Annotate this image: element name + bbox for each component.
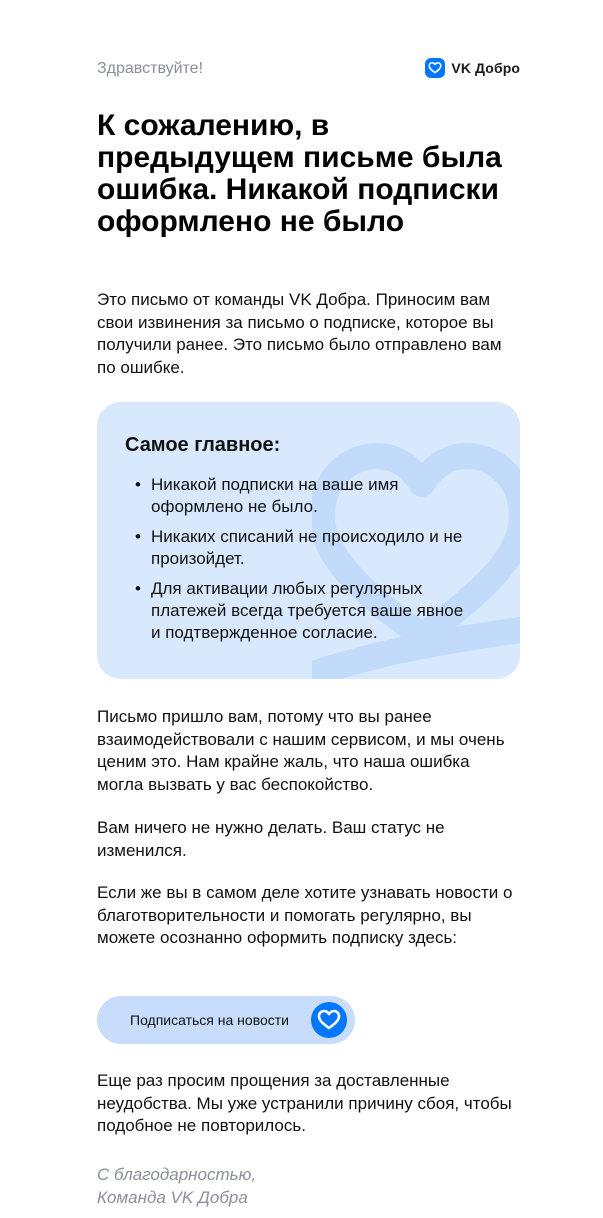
brand-logo-link[interactable] xyxy=(425,58,520,78)
signature-line-2: Команда VK Добра xyxy=(97,1187,248,1207)
no-action-paragraph: Вам ничего не нужно делать. Ваш статус не изменился. xyxy=(97,818,445,860)
subscribe-offer-paragraph: Если же вы в самом деле хотите узнавать новости о благотворительности и помогать регулярно, вы можете осознанно оформить подписку здесь: xyxy=(97,883,513,947)
apology-paragraph: Еще раз просим прощения за доставленные неудобства. Мы уже устранили причину сбоя, чтобы подобное не повторилось. xyxy=(97,1071,512,1135)
vk-dobro-heart-logo-icon xyxy=(425,58,445,78)
list-item: • Для активации любых регулярных платежей всегда требуется ваше явное и подтвержденное согласие. xyxy=(125,578,465,644)
signature xyxy=(97,1164,256,1209)
greeting-text: Здравствуйте! xyxy=(97,60,204,77)
key-points-list xyxy=(125,474,465,652)
list-item: • Никакой подписки на ваше имя оформлено не было. xyxy=(125,474,465,518)
subscribe-button-label: Подписаться на новости xyxy=(130,1012,289,1028)
card-title: Самое главное: xyxy=(125,434,281,456)
heart-icon-shape xyxy=(428,61,442,75)
brand-name: VK Добро xyxy=(451,60,520,76)
intro-paragraph: Это письмо от команды VK Добра. Приносим вам свои извинения за письмо о подписке, которое вы получили ранее. Это письмо было отправлено вам по ошибке. xyxy=(97,290,502,377)
email-header xyxy=(97,58,520,80)
reason-paragraph: Письмо пришло вам, потому что вы ранее взаимодействовали с нашим сервисом, и мы очень ценим это. Нам крайне жаль, что наша ошибка могла вызвать у вас беспокойство. xyxy=(97,707,505,794)
subscribe-button[interactable] xyxy=(97,996,355,1044)
heart-icon-shape xyxy=(317,1008,341,1032)
page-title: К сожалению, в предыдущем письме была ошибка. Никакой подписки оформлено не было xyxy=(97,109,502,238)
signature-line-1: С благодарностью, xyxy=(97,1165,257,1184)
vk-dobro-heart-icon xyxy=(311,1002,347,1038)
key-points-card xyxy=(97,402,520,679)
list-item: • Никаких списаний не происходило и не произойдет. xyxy=(125,526,465,570)
